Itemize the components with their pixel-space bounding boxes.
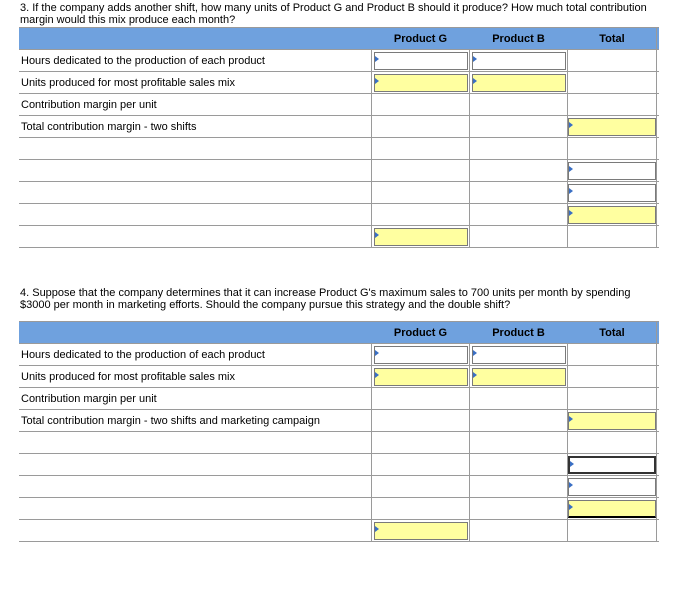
header-total: Total: [567, 28, 657, 49]
table-header: [19, 27, 659, 49]
table-row: [19, 181, 659, 203]
header-product-b: Product B: [469, 28, 567, 49]
header-total: Total: [567, 322, 657, 343]
extra-input-4[interactable]: [374, 228, 468, 246]
hours-product-g-input[interactable]: [374, 346, 468, 364]
table-row: [19, 203, 659, 225]
table-row: [19, 137, 659, 159]
table-row: [19, 159, 659, 181]
table-row: [19, 93, 659, 115]
header-product-b: Product B: [469, 322, 567, 343]
table-row: [19, 475, 659, 497]
row-label: Hours dedicated to the production of each product: [21, 348, 265, 361]
extra-input-2[interactable]: [568, 184, 656, 202]
table-header: [19, 321, 659, 343]
table-section-3: [19, 27, 659, 248]
extra-input-3[interactable]: [568, 500, 656, 518]
row-label: Hours dedicated to the production of each product: [21, 54, 265, 67]
table-row: [19, 365, 659, 387]
table-row: [19, 519, 659, 542]
units-product-g-input[interactable]: [374, 74, 468, 92]
row-label: Contribution margin per unit: [21, 98, 157, 111]
row-label: Units produced for most profitable sales mix: [21, 370, 235, 383]
header-product-g: Product G: [371, 322, 469, 343]
header-product-g: Product G: [371, 28, 469, 49]
extra-input-4[interactable]: [374, 522, 468, 540]
extra-input-1[interactable]: [568, 456, 656, 474]
extra-input-1[interactable]: [568, 162, 656, 180]
table-row: [19, 71, 659, 93]
row-label: Units produced for most profitable sales mix: [21, 76, 235, 89]
total-cm-input[interactable]: [568, 412, 656, 430]
question-3: 3. If the company adds another shift, how many units of Product G and Product B should it produce? How much total contribution margin would this mix produce each month?: [20, 2, 647, 26]
units-product-g-input[interactable]: [374, 368, 468, 386]
table-row: [19, 115, 659, 137]
table-row: [19, 409, 659, 431]
row-label: Total contribution margin - two shifts: [21, 120, 197, 133]
table-row: [19, 343, 659, 365]
question-4: 4. Suppose that the company determines that it can increase Product G's maximum sales to 700 units per month by spending $3000 per month in marketing efforts. Should the company pursue this strategy and the double shift?: [20, 287, 631, 311]
table-row: [19, 431, 659, 453]
total-cm-input[interactable]: [568, 118, 656, 136]
table-section-4: [19, 321, 659, 542]
extra-input-3[interactable]: [568, 206, 656, 224]
table-row: [19, 49, 659, 71]
hours-product-b-input[interactable]: [472, 346, 566, 364]
units-product-b-input[interactable]: [472, 74, 566, 92]
table-row: [19, 497, 659, 519]
units-product-b-input[interactable]: [472, 368, 566, 386]
hours-product-g-input[interactable]: [374, 52, 468, 70]
table-row: [19, 225, 659, 248]
table-row: [19, 453, 659, 475]
hours-product-b-input[interactable]: [472, 52, 566, 70]
table-row: [19, 387, 659, 409]
row-label: Contribution margin per unit: [21, 392, 157, 405]
extra-input-2[interactable]: [568, 478, 656, 496]
row-label: Total contribution margin - two shifts and marketing campaign: [21, 414, 320, 427]
